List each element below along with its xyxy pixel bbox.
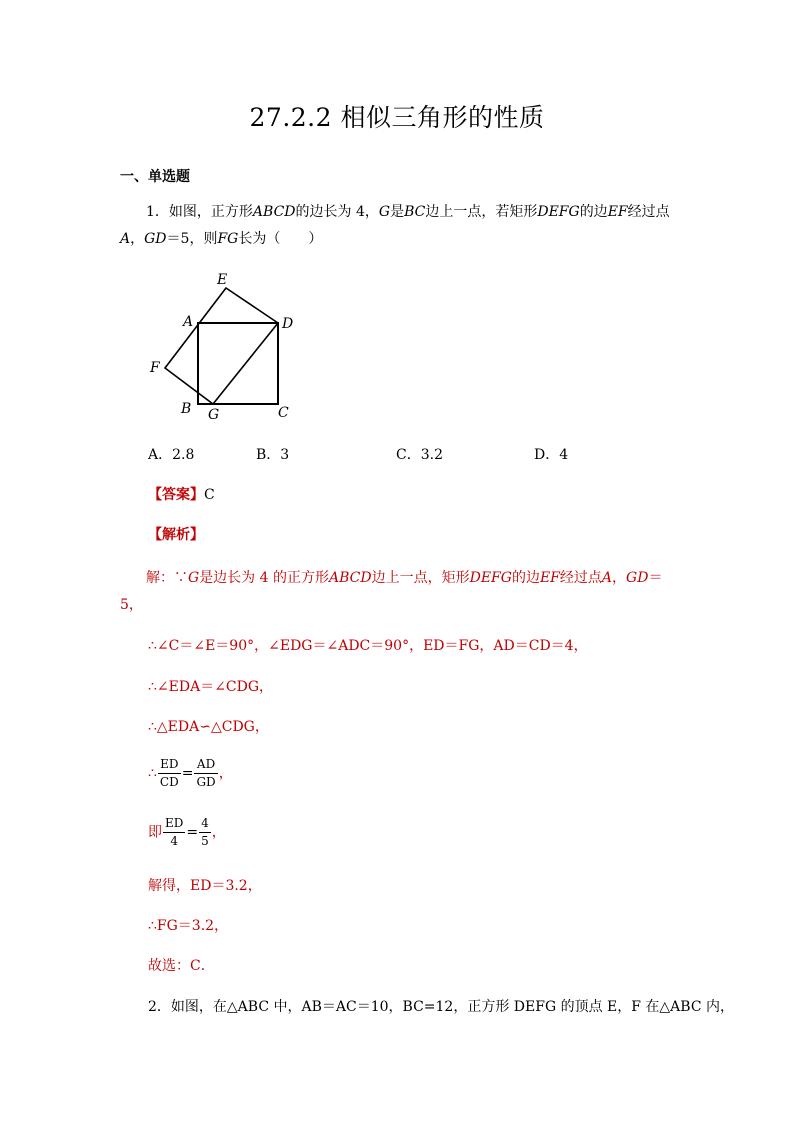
solution-line-1b: 5， xyxy=(120,597,143,613)
solution-line-5 xyxy=(148,756,233,791)
sol-text: ， xyxy=(218,765,233,782)
sol-var: DEFG xyxy=(469,570,512,586)
q-text: 是 xyxy=(390,204,405,220)
solution-line-9: 故选：C． xyxy=(148,958,215,974)
q-var: ABCD xyxy=(252,204,296,220)
sol-var: A xyxy=(601,570,613,586)
sol-text: ＝ xyxy=(648,570,663,586)
geometry-figure xyxy=(140,262,310,427)
fraction-numerator: ED xyxy=(163,815,185,833)
solution-line-8: ∴FG＝3.2， xyxy=(148,918,229,934)
sol-text: 边上一点，矩形 xyxy=(371,570,470,586)
solution-line-1 xyxy=(120,565,680,619)
sol-var: ABCD xyxy=(329,570,372,586)
fraction-numerator: AD xyxy=(194,756,217,774)
answer-label: 【答案】 xyxy=(148,487,204,503)
solution-line-4: ∴△EDA∽△CDG， xyxy=(148,719,269,735)
sol-text: 的边 xyxy=(511,570,540,586)
fraction-numerator: 4 xyxy=(199,815,211,833)
analysis-label: 【解析】 xyxy=(148,527,204,543)
rectangle-defg xyxy=(165,288,278,404)
label-g: G xyxy=(208,407,220,423)
sol-text: 解：∵ xyxy=(146,570,188,586)
sol-var: GD xyxy=(626,570,649,586)
fraction-ad-gd xyxy=(194,756,217,791)
fraction-denominator: GD xyxy=(196,775,216,789)
q-text: 长为（ ） xyxy=(238,231,323,247)
sol-text: ∴ xyxy=(148,765,157,782)
option-b: B．3 xyxy=(256,447,290,463)
fraction-denominator: 4 xyxy=(170,834,179,848)
question-1-line-1 xyxy=(120,199,680,226)
answer-options xyxy=(148,444,648,466)
q-var: EF xyxy=(607,204,628,220)
sol-var: G xyxy=(188,570,200,586)
fraction-denominator: 5 xyxy=(201,834,209,848)
option-a: A．2.8 xyxy=(148,447,195,463)
q-var: FG xyxy=(217,231,239,247)
question-1-line-2 xyxy=(120,226,680,253)
q-text: 边上一点，若矩形 xyxy=(425,204,538,220)
question-1 xyxy=(120,199,680,253)
fraction-numerator: ED xyxy=(158,756,181,774)
answer-value: C xyxy=(204,487,215,503)
question-2: 2．如图，在△ABC 中，AB＝AC＝10，BC=12，正方形 DEFG 的顶点 E，F 在△ABC 内， xyxy=(148,999,734,1015)
sol-text: ， xyxy=(612,570,627,586)
label-a: A xyxy=(183,314,194,330)
q-text: ＝5，则 xyxy=(166,231,218,247)
sol-text: 即 xyxy=(148,824,162,841)
square-abcd xyxy=(198,323,278,404)
q-text: 的边长为 4， xyxy=(295,204,379,220)
fraction-ed-cd xyxy=(158,756,181,791)
answer-line xyxy=(148,484,215,504)
label-e: E xyxy=(217,272,228,288)
q-var: G xyxy=(378,204,391,220)
sol-var: EF xyxy=(539,570,560,586)
solution-line-6 xyxy=(148,815,226,850)
q-var: GD xyxy=(144,231,167,247)
page-title: 27.2.2 相似三角形的性质 xyxy=(249,103,545,132)
label-d: D xyxy=(282,316,294,332)
q-var: BC xyxy=(404,204,426,220)
option-d: D．4 xyxy=(534,447,569,463)
fraction-denominator: CD xyxy=(159,775,179,789)
solution-line-3: ∴∠EDA＝∠CDG， xyxy=(148,679,274,695)
label-b: B xyxy=(181,401,192,417)
q-var: DEFG xyxy=(537,204,580,220)
q-text: 经过点 xyxy=(627,204,670,220)
sol-text: ， xyxy=(211,824,226,841)
option-c: C．3.2 xyxy=(396,447,443,463)
fraction-4-5 xyxy=(199,815,211,850)
sol-text: 是边长为 4 的正方形 xyxy=(199,570,329,586)
label-c: C xyxy=(278,405,289,421)
q-text: 的边 xyxy=(579,204,608,220)
solution-line-1a xyxy=(120,565,680,592)
q-var: A xyxy=(120,231,131,247)
solution-line-7: 解得，ED＝3.2， xyxy=(148,878,262,894)
question-number: 1． xyxy=(146,204,169,220)
q-text: ， xyxy=(130,231,145,247)
section-heading: 一、单选题 xyxy=(120,169,190,185)
label-f: F xyxy=(150,360,160,376)
sol-text: 经过点 xyxy=(559,570,602,586)
equals-sign: = xyxy=(181,765,194,782)
q-text: 如图，正方形 xyxy=(168,204,253,220)
fraction-ed-4 xyxy=(163,815,185,850)
solution-line-2: ∴∠C＝∠E＝90°，∠EDG＝∠ADC＝90°，ED＝FG，AD＝CD＝4， xyxy=(148,638,588,654)
equals-sign: = xyxy=(186,824,199,841)
